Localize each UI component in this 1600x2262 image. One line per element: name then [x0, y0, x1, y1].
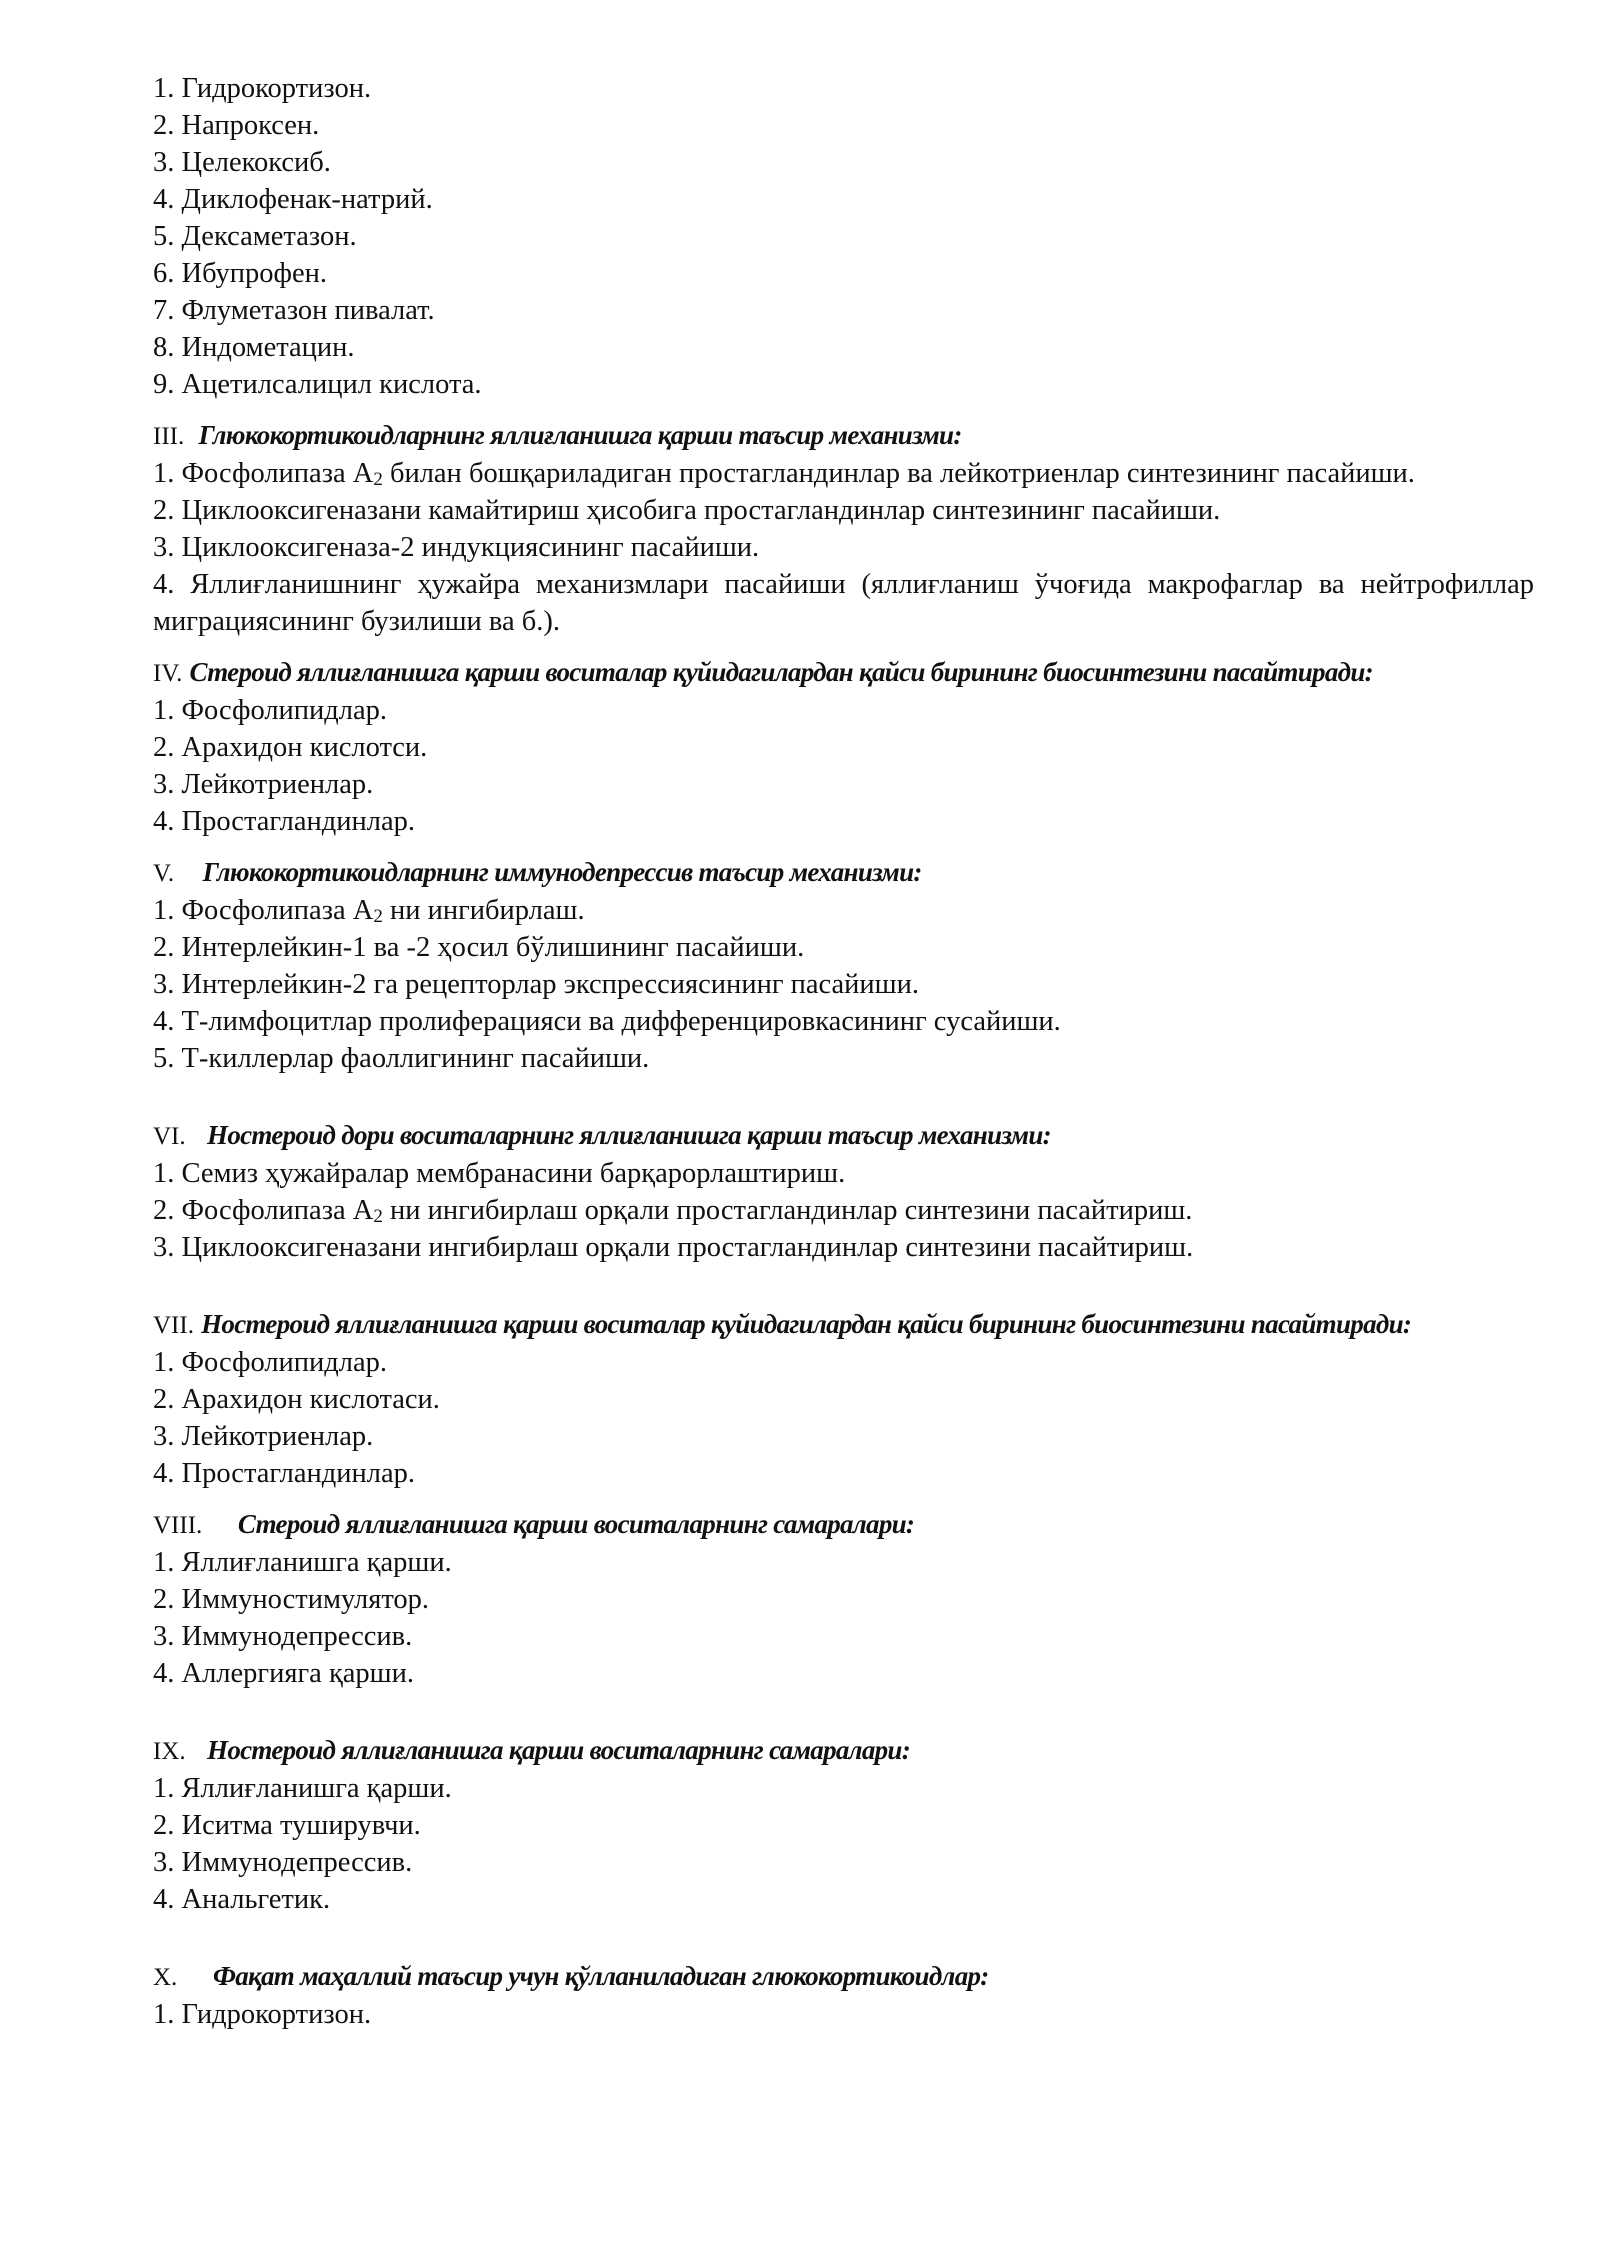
list-item: 1. Фосфолипидлар. — [153, 1347, 388, 1378]
question-number: VIII. — [153, 1512, 203, 1539]
list-item: 1. Фосфолипидлар. — [153, 695, 388, 726]
question-number: IX. — [153, 1738, 186, 1765]
list-item: 2. Напроксен. — [153, 110, 320, 141]
list-item: 1. Яллиғланишга қарши. — [153, 1547, 452, 1578]
list-item: 3. Лейкотриенлар. — [153, 769, 374, 800]
list-item: 3. Лейкотриенлар. — [153, 1421, 374, 1452]
list-item: 1. Яллиғланишга қарши. — [153, 1773, 452, 1804]
list-item: 3. Целекоксиб. — [153, 147, 331, 178]
list-item: 5. Дексаметазон. — [153, 221, 357, 252]
list-item: 3. Циклооксигеназани ингибирлаш орқали простагландинлар синтезини пасайтириш. — [153, 1232, 1194, 1263]
question-number: III. — [153, 423, 185, 450]
question-heading — [153, 1117, 1534, 1155]
answer-list-continued — [153, 70, 1534, 403]
list-item: 3. Иммунодепрессив. — [153, 1847, 413, 1878]
question-heading — [153, 654, 1534, 692]
question-number: VII. — [153, 1312, 194, 1339]
list-item: 5. Т-киллерлар фаоллигининг пасайиши. — [153, 1043, 650, 1074]
list-item: 6. Ибупрофен. — [153, 258, 327, 289]
list-item: 4. Т-лимфоцитлар пролиферацияси ва дифференцировкасининг сусайиши. — [153, 1006, 1061, 1037]
question-heading — [153, 1506, 1534, 1544]
list-item: 1. Гидрокортизон. — [153, 1999, 372, 2030]
question-heading — [153, 417, 1534, 455]
list-item: 1. Гидрокортизон. — [153, 73, 372, 104]
question-title: Стероид яллиғланишга қарши воситаларнинг самаралари: — [237, 1509, 915, 1539]
list-item: 4. Диклофенак-натрий. — [153, 184, 433, 215]
list-item: 8. Индометацин. — [153, 332, 355, 363]
list-item: 4. Анальгетик. — [153, 1884, 331, 1915]
list-item: 4. Аллергияга қарши. — [153, 1658, 415, 1689]
document-page — [153, 70, 1534, 2033]
question-title: Стероид яллиғланишга қарши воситалар қуйидагилардан қайси бирининг биосинтезини пасайтиради: — [189, 657, 1373, 687]
list-item: 1. Семиз ҳужайралар мембранасини барқарорлаштириш. — [153, 1158, 846, 1189]
list-item: 1. Фосфолипаза $А_2$ билан бошқариладиган простагландинлар ва лейкотриенлар синтезининг пасайиши. — [153, 458, 1415, 490]
list-item: 3. Циклооксигеназа-2 индукциясининг пасайиши. — [153, 532, 760, 563]
list-item: 7. Флуметазон пивалат. — [153, 295, 435, 326]
question-heading — [153, 1306, 1534, 1344]
question-number: V. — [153, 860, 175, 887]
list-item: 2. Фосфолипаза $А_2$ ни ингибирлаш орқали простагландинлар синтезини пасайтириш. — [153, 1195, 1193, 1227]
list-item: 3. Иммунодепрессив. — [153, 1621, 413, 1652]
question-title: Глюкокортикоидларнинг иммунодепрессив таъсир механизми: — [202, 857, 922, 887]
list-item: 2. Арахидон кислотаси. — [153, 1384, 440, 1415]
list-item: 2. Арахидон кислотси. — [153, 732, 428, 763]
list-item: 4. Простагландинлар. — [153, 1458, 416, 1489]
list-item: 3. Интерлейкин-2 га рецепторлар экспрессиясининг пасайиши. — [153, 969, 920, 1000]
list-item: 4. Простагландинлар. — [153, 806, 416, 837]
question-title: Ностероид яллиғланишга қарши воситаларнинг самаралари: — [207, 1735, 911, 1765]
question-title: Глюкокортикоидларнинг яллиғланишга қарши таъсир механизми: — [198, 420, 962, 450]
question-number: X. — [153, 1964, 178, 1991]
question-title: Ностероид яллиғланишга қарши воситалар қуйидагилардан қайси бирининг биосинтезини пасайтиради: — [201, 1309, 1412, 1339]
question-number: IV. — [153, 660, 183, 687]
list-item: 1. Фосфолипаза $А_2$ ни ингибирлаш. — [153, 895, 585, 927]
list-item: 2. Циклооксигеназани камайтириш ҳисобига простагландинлар синтезининг пасайиши. — [153, 495, 1221, 526]
question-heading — [153, 854, 1534, 892]
question-title: Фақат маҳаллий таъсир учун қўлланиладиган глюкокортикоидлар: — [212, 1961, 989, 1991]
question-title: Ностероид дори воситаларнинг яллиғланишга қарши таъсир механизми: — [207, 1120, 1051, 1150]
list-item: 2. Иммуностимулятор. — [153, 1584, 430, 1615]
question-heading — [153, 1732, 1534, 1770]
question-heading — [153, 1958, 1534, 1996]
list-item: 2. Интерлейкин-1 ва -2 ҳосил бўлишининг пасайиши. — [153, 932, 805, 963]
list-item: 9. Ацетилсалицил кислота. — [153, 369, 482, 400]
list-item: 4. Яллиғланишнинг ҳужайра механизмлари пасайиши (яллиғланиш ўчоғида макрофаглар ва нейтрофиллар миграциясининг бузилиши ва б.). — [153, 569, 1534, 637]
question-number: VI. — [153, 1123, 186, 1150]
list-item: 2. Иситма туширувчи. — [153, 1810, 421, 1841]
